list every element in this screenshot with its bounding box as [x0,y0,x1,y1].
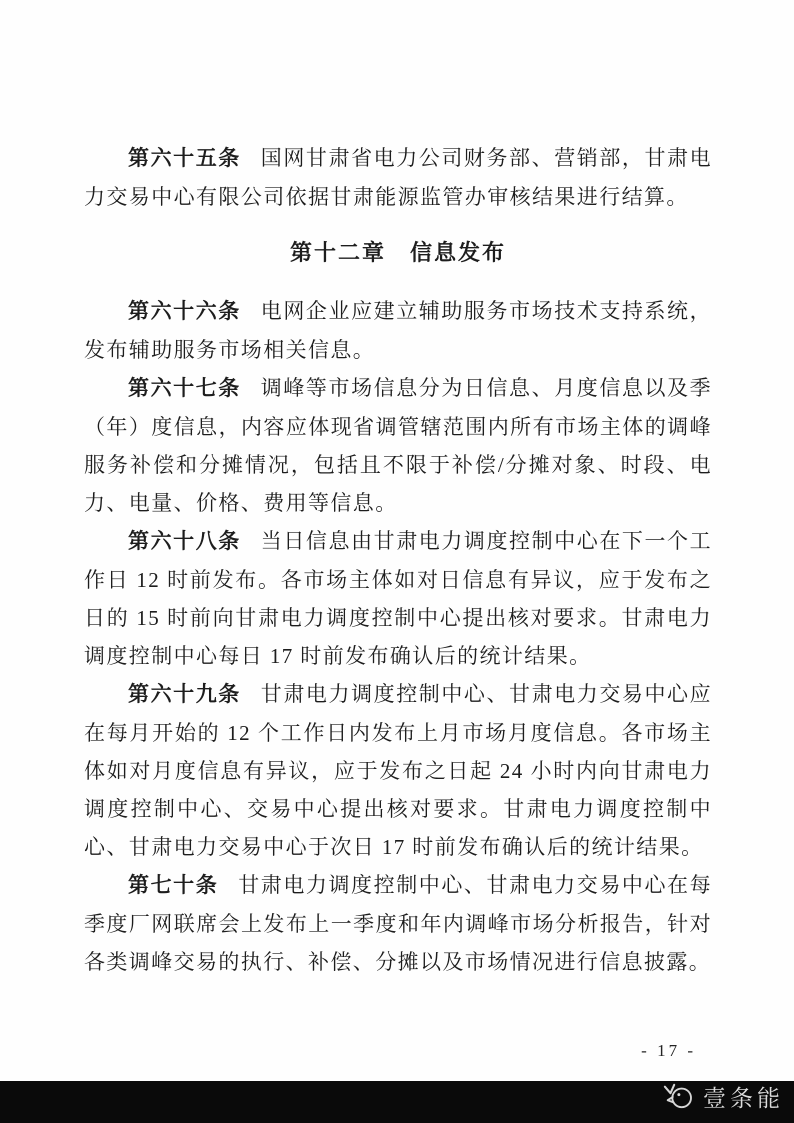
article-68-number: 第六十八条 [128,530,241,553]
watermark-brand-text: 壹条能 [703,1084,784,1111]
article-68-text: 当日信息由甘肃电力调度控制中心在下一个工作日 12 时前发布。各市场主体如对日信息有异议，应于发布之日的 15 时前向甘肃电力调度控制中心提出核对要求。甘肃电力调度控制中心每日 17 时前发布确认后的统计结果。 [84,529,713,668]
article-67-text: 调峰等市场信息分为日信息、月度信息以及季（年）度信息，内容应体现省调管辖范围内所有市场主体的调峰服务补偿和分摊情况，包括且不限于补偿/分摊对象、时段、电力、电量、价格、费用等信息。 [84,376,713,515]
article-67-number: 第六十七条 [128,377,241,400]
article-65-text: 国网甘肃省电力公司财务部、营销部，甘肃电力交易中心有限公司依据甘肃能源监管办审核结果进行结算。 [84,146,713,209]
chapter-heading: 第十二章 信息发布 [289,240,506,265]
article-69-paragraph [84,675,712,866]
article-70-text: 甘肃电力调度控制中心、甘肃电力交易中心在每季度厂网联席会上发布上一季度和年内调峰市场分析报告，针对各类调峰交易的执行、补偿、分摊以及市场情况进行信息披露。 [84,873,712,974]
article-65-number: 第六十五条 [128,147,241,170]
brand-watermark [658,1082,784,1110]
article-69-text: 甘肃电力调度控制中心、甘肃电力交易中心应在每月开始的 12 个工作日内发布上月市场月度信息。各市场主体如对月度信息有异议，应于发布之日起 24 小时内向甘肃电力调度控制中心、交易中心提出核对要求。甘肃电力调度控制中心、甘肃电力交易中心于次日 17 时前发布确认后的统计结果。 [84,682,713,859]
article-67-paragraph [84,369,712,522]
article-65-paragraph [84,139,712,216]
article-66-text: 电网企业应建立辅助服务市场技术支持系统，发布辅助服务市场相关信息。 [84,299,713,362]
page-number: - 17 - [641,1041,696,1060]
article-66-paragraph [84,292,712,369]
article-70-paragraph [84,866,712,981]
article-66-number: 第六十六条 [128,300,241,323]
article-70-number: 第七十条 [128,874,219,897]
footer-bar [0,1081,794,1123]
bird-mascot-icon [658,1082,696,1110]
article-68-paragraph [84,522,712,675]
document-body [84,139,712,981]
article-69-number: 第六十九条 [128,683,241,706]
